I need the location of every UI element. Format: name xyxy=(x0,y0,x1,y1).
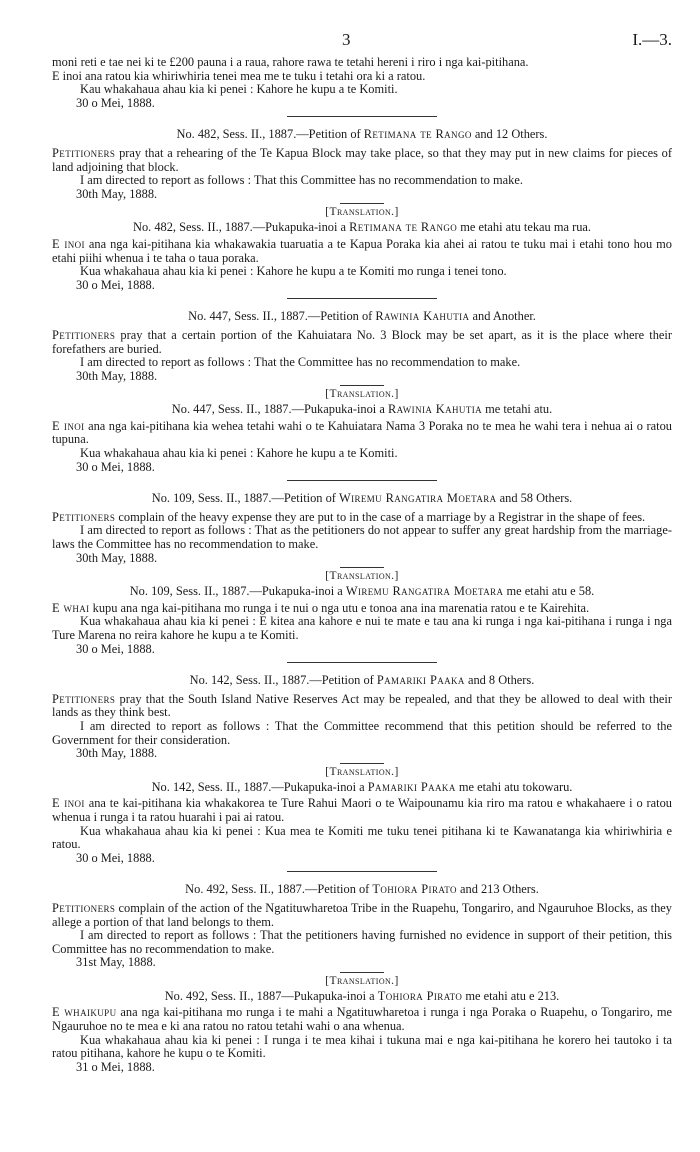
petition-section xyxy=(52,492,672,663)
petition-section xyxy=(52,674,672,872)
section-divider xyxy=(287,116,437,117)
translation-report: Kua whakahaua ahau kia ki penei : E kitea ana kahore e nui te mate e tau ana ki runga i nga kai-pitihana i runga i nga Ture Marena no reira kahore he kupu a te Komiti. xyxy=(52,614,672,642)
petition-title: No. 492, Sess. II., 1887.—Petition of Tohiora Pirato and 213 Others. xyxy=(185,882,539,897)
report-date: 31st May, 1888. xyxy=(76,955,156,970)
report-date: 30th May, 1888. xyxy=(76,746,158,761)
committee-report: I am directed to report as follows : That the Committee recommend that this petition should be referred to the Government for their consideration. xyxy=(52,718,672,747)
translation-title: No. 447, Sess. II., 1887.—Pukapuka-inoi a Rawinia Kahutia me tetahi atu. xyxy=(171,402,553,417)
translation-label: [Translation.] xyxy=(325,388,399,401)
intro-block xyxy=(52,56,672,117)
translation-title: No. 482, Sess. II., 1887.—Pukapuka-inoi a Retimana te Rango me etahi atu tekau ma rua. xyxy=(133,220,591,235)
petition-title: No. 109, Sess. II., 1887.—Petition of Wiremu Rangatira Moetara and 58 Others. xyxy=(151,491,573,506)
petition-body: Petitioners complain of the action of the Ngatituwharetoa Tribe in the Ruapehu, Tongariro, and Ngauruhoe Blocks, as they allege a portion of that land belongs to them. xyxy=(52,900,672,929)
petitioner-name: Rawinia Kahutia xyxy=(375,309,470,324)
committee-report: I am directed to report as follows : That the Committee has no recommendation to make. xyxy=(80,355,521,370)
committee-report: I am directed to report as follows : That this Committee has no recommendation to make. xyxy=(80,173,523,188)
petition-section xyxy=(52,310,672,481)
page-header xyxy=(52,30,672,56)
translation-date: 31 o Mei, 1888. xyxy=(76,1059,155,1074)
document-reference: I.—3. xyxy=(632,30,672,49)
section-divider xyxy=(287,480,437,481)
translation-report: Kua whakahaua ahau kia ki penei : Kahore he kupu a te Komiti mo runga i tenei tono. xyxy=(80,264,507,279)
document-page xyxy=(52,30,672,1074)
translation-title: No. 142, Sess. II., 1887.—Pukapuka-inoi a Pamariki Paaka me etahi atu tokowaru. xyxy=(151,779,573,794)
section-divider xyxy=(287,662,437,663)
translation-report: Kua whakahaua ahau kia ki penei : Kahore he kupu a te Komiti. xyxy=(80,446,398,461)
committee-report: I am directed to report as follows : That the petitioners having furnished no evidence in support of their petition, this Committee has no recommendation to make. xyxy=(52,928,672,956)
petition-body: Petitioners pray that a certain portion of the Kahuiatara No. 3 Block may be set apart, as it is the place where their forefathers are buried. xyxy=(52,327,672,356)
intro-date: 30 o Mei, 1888. xyxy=(76,95,155,110)
translation-label: [Translation.] xyxy=(325,570,399,583)
petition-body: Petitioners pray that a rehearing of the Te Kapua Block may take place, so that they may put in new claims for pieces of land adjoining that block. xyxy=(52,145,672,174)
translation-date: 30 o Mei, 1888. xyxy=(76,459,155,474)
translation-report: Kua whakahaua ahau kia ki penei : Kua mea te Komiti me tuku tenei pitihana ki te Kawanatanga kia whiriwhiria e ratou. xyxy=(52,823,672,852)
report-date: 30th May, 1888. xyxy=(76,368,158,383)
translation-label: [Translation.] xyxy=(325,206,399,219)
petition-section xyxy=(52,883,672,1074)
petition-body: Petitioners pray that the South Island Native Reserves Act may be repealed, and that they be allowed to deal with their lands as they think best. xyxy=(52,691,672,720)
translation-title: No. 492, Sess. II., 1887—Pukapuka-inoi a Tohiora Pirato me etahi atu e 213. xyxy=(164,988,560,1003)
translation-date: 30 o Mei, 1888. xyxy=(76,277,155,292)
translation-report: Kua whakahaua ahau kia ki penei : I runga i te mea kihai i tukuna mai e nga kai-pitihana he korero hei tautoko i ta ratou pitihana, kahore he kupu o te Komiti. xyxy=(52,1032,672,1061)
petition-title: No. 447, Sess. II., 1887.—Petition of Rawinia Kahutia and Another. xyxy=(188,309,536,324)
translation-label: [Translation.] xyxy=(325,765,399,778)
short-divider xyxy=(340,763,384,764)
translation-date: 30 o Mei, 1888. xyxy=(76,850,155,865)
petition-section xyxy=(52,128,672,299)
petitioner-name: Retimana te Rango xyxy=(363,127,472,142)
page-number: 3 xyxy=(342,30,351,49)
short-divider xyxy=(340,972,384,973)
committee-report: I am directed to report as follows : That as the petitioners do not appear to suffer any great hardship from the marriage-laws the Committee has no recommendation to make. xyxy=(52,523,672,552)
petition-title: No. 482, Sess. II., 1887.—Petition of Retimana te Rango and 12 Others. xyxy=(176,127,548,142)
translation-title: No. 109, Sess. II., 1887.—Pukapuka-inoi a Wiremu Rangatira Moetara me etahi atu e 58. xyxy=(129,584,595,599)
intro-line: moni reti e tae nei ki te £200 pauna i a raua, rahore rawa te tetahi hereni i riro i nga kai-pitihana. xyxy=(52,55,529,69)
intro-report: Kau whakahaua ahau kia ki penei : Kahore he kupu a te Komiti. xyxy=(80,82,398,97)
translation-body: E whai kupu ana nga kai-pitihana mo runga i te nui o nga utu e tonoa ana ina marenatia ratou e te Kairehita. xyxy=(52,600,590,615)
short-divider xyxy=(340,567,384,568)
petitioner-name: Tohiora Pirato xyxy=(372,882,457,897)
petition-body: Petitioners complain of the heavy expense they are put to in the case of a marriage by a Registrar in the shape of fees. xyxy=(52,509,646,524)
translation-body: E inoi ana nga kai-pitihana kia wehea tetahi wahi o te Kahuiatara Nama 3 Poraka no te mea he wahi tera i nehua ai o ratou tupuna. xyxy=(52,418,672,447)
report-date: 30th May, 1888. xyxy=(76,550,158,565)
petition-title: No. 142, Sess. II., 1887.—Petition of Pamariki Paaka and 8 Others. xyxy=(189,673,535,688)
translation-body: E inoi ana nga kai-pitihana kia whakawakia tuaruatia a te Kapua Poraka kia ahei ai ratou te tuku mai i etahi tono hou mo etahi piihi whenua i te taha o taua poraka. xyxy=(52,236,673,265)
translation-body: E whaikupu ana nga kai-pitihana mo runga i te mahi a Ngatituwharetoa i runga i nga Poraka o Ruapehu, o Tongariro, me Ngauruhoe no te mea e ki ana ratou no ratou tetahi wahi o ana whenua. xyxy=(52,1005,672,1034)
translation-label: [Translation.] xyxy=(325,974,399,987)
petitioner-name: Pamariki Paaka xyxy=(376,673,465,688)
section-divider xyxy=(287,298,437,299)
translation-date: 30 o Mei, 1888. xyxy=(76,641,155,656)
section-divider xyxy=(287,871,437,872)
short-divider xyxy=(340,203,384,204)
short-divider xyxy=(340,385,384,386)
petitioner-name: Wiremu Rangatira Moetara xyxy=(338,491,497,506)
intro-line: E inoi ana ratou kia whiriwhiria tenei mea me te tuku i tetahi ora ki a ratou. xyxy=(52,68,426,83)
report-date: 30th May, 1888. xyxy=(76,186,158,201)
translation-body: E inoi ana te kai-pitihana kia whakakorea te Ture Rahui Maori o te Waipounamu kia riro ma ratou e whakahaere i o ratou whenua i runga i ta ratou huarahi i pai ai ratou. xyxy=(52,796,672,824)
